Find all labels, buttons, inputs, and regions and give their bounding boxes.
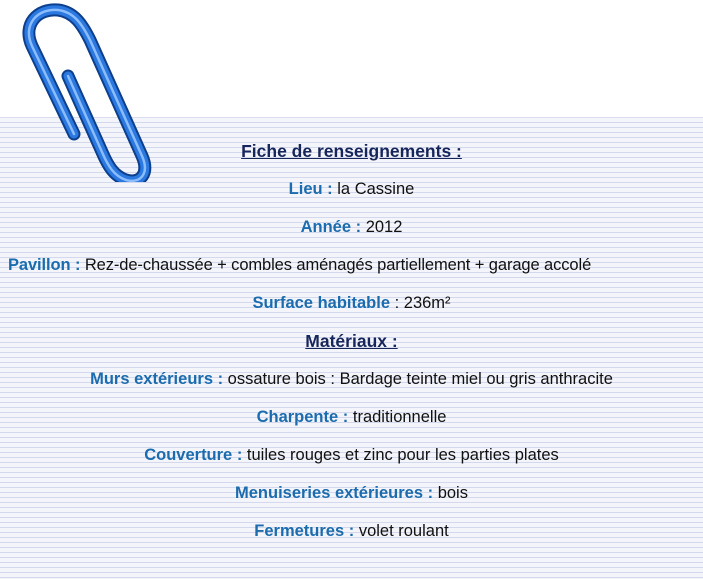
- pavillon-value: Rez-de-chaussée + combles aménagés partiellement + garage accolé: [84, 256, 592, 274]
- lieu-label: Lieu :: [288, 180, 333, 198]
- menuiseries-value: bois: [437, 484, 468, 502]
- fermetures-line: [0, 516, 703, 554]
- couverture-value: tuiles rouges et zinc pour les parties plates: [246, 446, 559, 464]
- annee-line: [0, 212, 703, 250]
- charpente-value: traditionnelle: [352, 408, 447, 426]
- murs-value: ossature bois : Bardage teinte miel ou gris anthracite: [227, 370, 613, 388]
- murs-label: Murs extérieurs :: [90, 370, 224, 388]
- surface-value: : 236m²: [394, 294, 451, 312]
- menuiseries-line: [0, 478, 703, 516]
- murs-line: [0, 364, 703, 402]
- fermetures-label: Fermetures :: [254, 522, 355, 540]
- annee-label: Année :: [300, 218, 362, 236]
- sheet-title: Fiche de renseignements :: [241, 141, 462, 161]
- menuiseries-label: Menuiseries extérieures :: [235, 484, 434, 502]
- annee-value: 2012: [365, 218, 403, 236]
- charpente-label: Charpente :: [256, 408, 349, 426]
- info-sheet-content: [0, 136, 703, 554]
- materiaux-heading-line: [0, 326, 703, 364]
- pavillon-label: Pavillon :: [8, 256, 81, 274]
- charpente-line: [0, 402, 703, 440]
- surface-label: Surface habitable: [252, 294, 390, 312]
- materiaux-heading: Matériaux :: [305, 331, 398, 351]
- couverture-line: [0, 440, 703, 478]
- surface-line: [0, 288, 703, 326]
- pavillon-line: [0, 250, 703, 288]
- paperclip-icon: [12, 2, 172, 182]
- fermetures-value: volet roulant: [358, 522, 449, 540]
- couverture-label: Couverture :: [144, 446, 243, 464]
- lieu-value: la Cassine: [337, 180, 415, 198]
